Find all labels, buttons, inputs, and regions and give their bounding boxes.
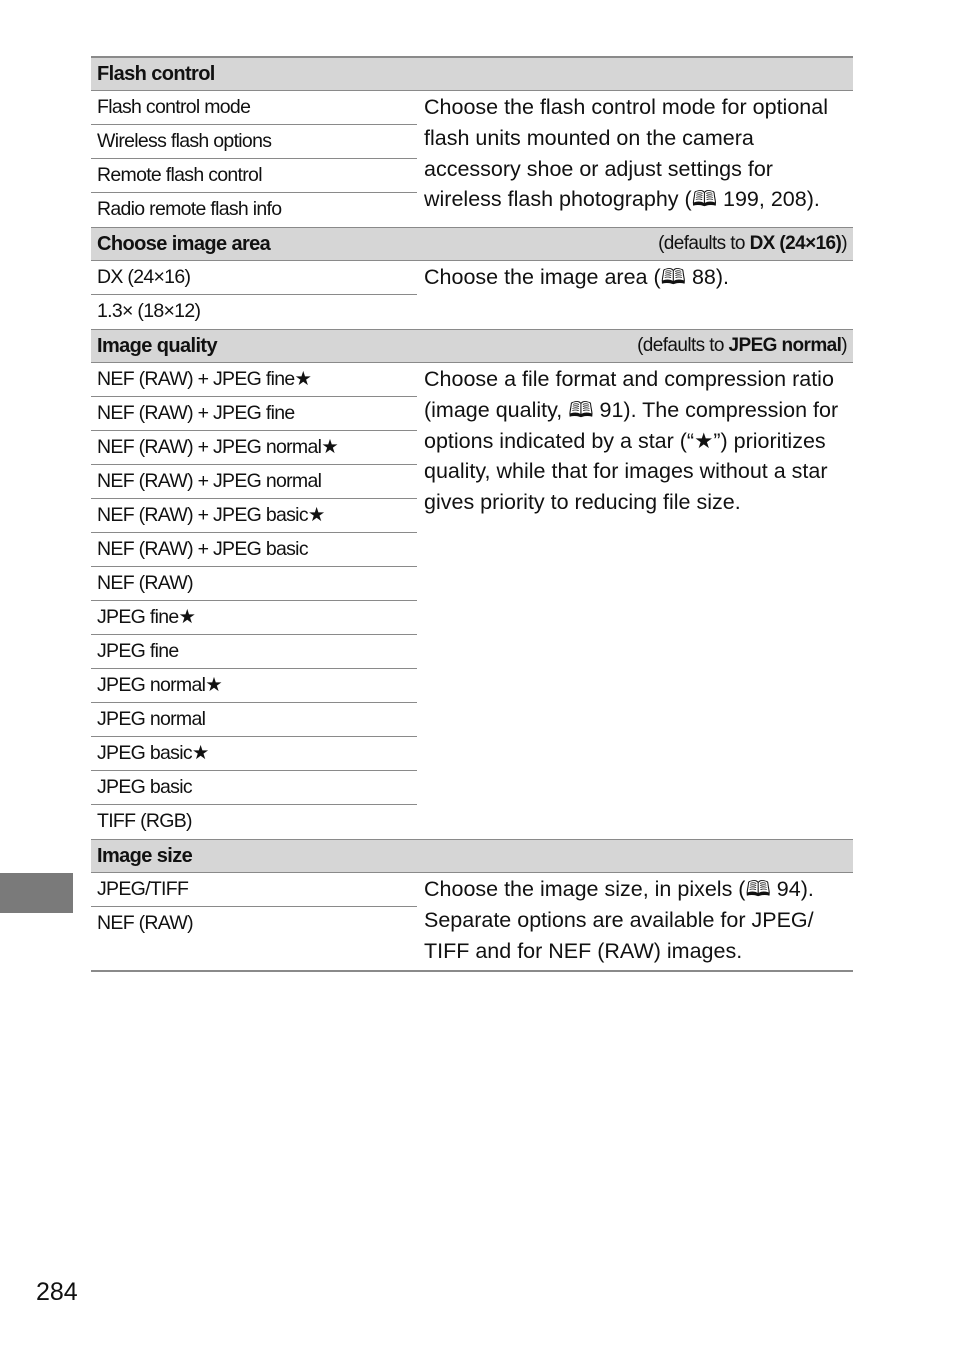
option-item: JPEG basic★ [91, 737, 417, 771]
option-item: NEF (RAW) + JPEG basic★ [91, 499, 417, 533]
section-description: Choose the image size, in pixels (🕮 94). Separate options are available for JPEG/ TIFF and for NEF (RAW) images. [424, 877, 814, 963]
option-item: NEF (RAW) [91, 567, 417, 601]
option-item: NEF (RAW) + JPEG normal★ [91, 431, 417, 465]
section-image-quality [91, 330, 853, 840]
option-item: JPEG normal★ [91, 669, 417, 703]
option-item: JPEG/TIFF [91, 873, 417, 907]
chapter-tab [0, 873, 73, 913]
option-item: NEF (RAW) + JPEG normal [91, 465, 417, 499]
section-description: Choose the image area (🕮 88). [424, 265, 730, 289]
option-item: Wireless flash options [91, 125, 417, 159]
option-item: JPEG fine★ [91, 601, 417, 635]
page-number: 284 [36, 1278, 78, 1306]
section-image-size [91, 840, 853, 972]
option-list [91, 363, 417, 839]
section-description: Choose a file format and compression ratio (image quality, 🕮 91). The compression for options indicated by a star (“★”) prioritizes quality, while that for images without a star gives priority to reducing file size. [424, 367, 839, 515]
menu-settings-table [91, 56, 853, 972]
option-list [91, 91, 417, 227]
section-flash-control [91, 58, 853, 228]
option-item: Remote flash control [91, 159, 417, 193]
section-header [91, 58, 853, 91]
section-default: (defaults to DX (24×16)) [658, 233, 847, 254]
option-item: NEF (RAW) + JPEG basic [91, 533, 417, 567]
section-header [91, 228, 853, 261]
section-default: (defaults to JPEG normal) [637, 335, 847, 356]
section-title: Image size [97, 844, 193, 867]
option-item: Radio remote flash info [97, 198, 282, 220]
option-list [91, 261, 417, 329]
option-item: NEF (RAW) + JPEG fine★ [91, 363, 417, 397]
option-item: NEF (RAW) [97, 912, 193, 934]
option-item: TIFF (RGB) [97, 810, 192, 832]
option-item: JPEG basic [91, 771, 417, 805]
option-list [91, 873, 417, 970]
option-item: 1.3× (18×12) [97, 300, 201, 322]
section-title: Flash control [97, 62, 215, 85]
section-title: Choose image area [97, 232, 271, 255]
option-item: JPEG fine [91, 635, 417, 669]
option-item: NEF (RAW) + JPEG fine [91, 397, 417, 431]
section-description: Choose the flash control mode for optional flash units mounted on the camera accessory shoe or adjust settings for wireless flash photography (🕮 199, 208). [424, 95, 828, 212]
option-item: JPEG normal [91, 703, 417, 737]
option-item: DX (24×16) [91, 261, 417, 295]
section-title: Image quality [97, 334, 218, 357]
option-item: Flash control mode [91, 91, 417, 125]
section-header [91, 840, 853, 873]
section-choose-image-area [91, 228, 853, 330]
section-header [91, 330, 853, 363]
